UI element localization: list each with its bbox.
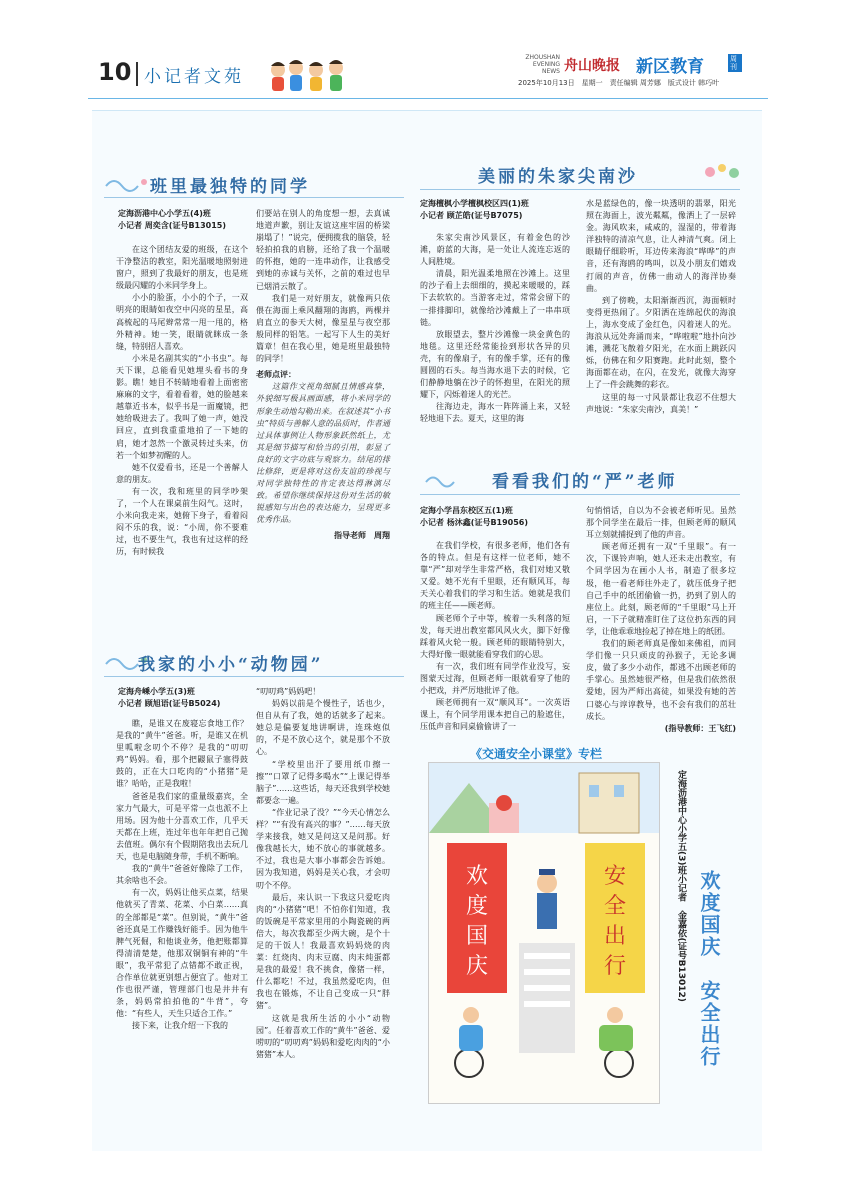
article-4-school: 定海小学昌东校区五(1)班 — [420, 506, 513, 515]
paragraph: 到了傍晚，太阳渐渐西沉，海面顿时变得更热闹了。夕阳洒在连绵起伏的海浪上，海水变成了金红色，闪着迷人的光。海浪从远处奔涌而来，“哗啦啦”地扑向沙滩，溅花飞散着夕阳光，在水面上跳跃闪烁，仿佛在和夕阳赛跑。此时此刻，整个海面都在动，在闪，在发光，就像大海穿上了一件会跳舞的彩衣。 — [586, 295, 736, 390]
paragraph: 有一次，妈妈让他买点菜，结果他就买了青菜、花菜、小白菜……真的全部都是“菜”。但别说，“黄牛”爸爸还真是工作赚钱好能手。因为他牛脾气死倔，和他谈业务，他把账都算得清清楚楚，他那双铜铜有神的“牛眼”，我平常犯了点错都不敢正视，合作单位就更别想占便宜了。他对工作也很严谨，管理部门也是井井有条，妈妈常拍拍他的“牛背”，夸他：“有些人，天生只适合工作。” — [116, 888, 248, 1019]
sign-left-char-2: 度 — [465, 894, 489, 919]
paragraph: 妈妈以前是个慢性子，话也少，但自从有了我，她的话就多了起来。她总是偏要复地讲啊讲，连珠炮似的，不是不放心这个，就是那个不放心。 — [256, 699, 390, 757]
article-3-byline — [420, 198, 529, 222]
teacher-comment-title: 老师点评： — [256, 370, 296, 380]
paragraph: 爸爸是我们家的重量级嘉宾，全家力气最大，可是平常一点也派不上用场。因为他十分喜欢工作，几乎天天都在上班，连过年也年年把自己抛去值班。偶尔有个假期陪我出去玩几天，也是电脑随身带，手机不断响。 — [116, 791, 248, 862]
article-2-byline — [118, 686, 220, 710]
sign-left-char-1: 欢 — [465, 864, 489, 889]
article-3-column-2 — [586, 198, 736, 416]
drawing-title: 欢度国庆 安全出行 — [697, 870, 721, 1068]
paper-english-name: ZHOUSHAN EVENING NEWS — [525, 54, 560, 75]
article-3-column-1 — [420, 232, 570, 426]
drawing-caption: 定海沥港中心小学五(3)班小记者 金嘉依(证号B13012) — [676, 770, 686, 1002]
article-3-reporter: 小记者 顾芷皓(证号B7075) — [420, 211, 523, 220]
section-title: 小记者文苑 — [144, 67, 244, 87]
sign-right-char-2: 全 — [603, 894, 627, 919]
sign-right-char-1: 安 — [603, 864, 627, 889]
sign-right-char-4: 行 — [603, 954, 627, 979]
paragraph: 小小的脸蛋，小小的个子，一双明亮的眼睛如夜空中闪亮的星星，高高梳起的马尾辫常常一甩一甩的，格外精神。她一笑，眼睛就眯成一条缝，特别招人喜欢。 — [116, 293, 248, 351]
paragraph: 有一次，我们班有同学作业没写，妄图蒙天过海，但顾老师一眼就看穿了他的小把戏，并严厉地批评了他。 — [420, 661, 570, 696]
paragraph: 接下来，让我介绍一下我的 — [132, 1021, 228, 1031]
flower-decoration-icon — [700, 160, 744, 186]
edition-name: 新区教育 — [636, 57, 704, 77]
teacher-comment: 这篇作文视角细腻且情感真挚，外貌细写极具画面感，将小米同学的形象生动地勾勒出来。在叙述其“小书虫”特质与善解人意的品质时，作者通过具体事例让人物形象跃然纸上，尤其是细节描写和恰当的引用，彰显了良好的文字功底与观察力。结尾的排比修辞，更是将对这份友谊的珍视与对同学独特性的肯定表达得淋漓尽致。希望你继续保持这份对生活的敏锐感知与出色的表达能力，呈现更多优秀作品。 — [256, 382, 390, 525]
article-2-school: 定海舟嵊小学五(3)班 — [118, 687, 195, 696]
article-1-column-2 — [256, 208, 390, 543]
kids-illustration-icon — [264, 54, 354, 96]
paragraph: 放眼望去，整片沙滩像一块金黄色的地毯。这里还经常能捡到形状各异的贝壳，有的像扇子，有的像手掌，还有的像圆圆的石头。每当海水退下去的时候，它们静静地躺在沙子的怀抱里，在阳光的照耀下，闪烁着迷人的光芒。 — [420, 329, 570, 400]
article-3-rule — [420, 189, 740, 190]
article-2-column-2 — [256, 686, 390, 1061]
dateline: 2025年10月13日 星期一 责任编辑 周芳娜 版式设计 韩巧叶 — [518, 79, 720, 87]
traffic-safety-drawing — [428, 762, 660, 1104]
paragraph: “叨叨鸡”妈妈吧！ — [256, 687, 321, 696]
wave-decoration-icon — [424, 470, 464, 488]
article-1-teacher-sign: 指导老师 周翔 — [334, 531, 390, 541]
paragraph: 我们的顾老师真是像如来佛祖，而同学们像一只只顽皮的孙猴子，无论多调皮，做了多少小动作，都逃不出顾老师的手掌心。虽然她很严格，但是我们依然很爱她，因为严师出高徒，如果没有她的苦口婆心与谆谆教导，也不会有我们的茁壮成长。 — [586, 639, 736, 721]
paragraph: 朱家尖南沙风景区，有着金色的沙滩，蔚蓝的大海，是一处让人流连忘返的人间胜境。 — [420, 233, 570, 267]
paragraph: 句悄悄话，自以为不会被老师听见。虽然那个同学坐在最后一排，但顾老师的顺风耳立刻就捕捉到了他的声音。 — [586, 506, 736, 540]
paragraph: 水是蓝绿色的，像一块透明的翡翠，阳光照在海面上，波光粼粼，像洒上了一层碎金。海风吹来，咸咸的，湿湿的，带着海洋独特的清凉气息，让人神清气爽。闭上眼睛仔细聆听，耳边传来海浪“哗哗”的声音，还有海鸥的鸣叫，以及小朋友们嬉戏打闹的声音，仿佛一曲动人的海洋协奏曲。 — [586, 199, 736, 293]
article-4-byline — [420, 505, 528, 529]
article-4-title: 看看我们的“严”老师 — [492, 472, 678, 492]
paragraph: 瞧，是谁又在废寝忘食地工作？是我的“黄牛”爸爸。听，是谁又在机里呱啦念叨个不停？是我的“叨叨鸡”妈妈。看，那个把鼹鼠子塞得鼓鼓的，正在大口吃肉的“小猪猪”是谁？哈哈，正是我啦！ — [116, 719, 248, 789]
article-1-title: 班里最独特的同学 — [150, 177, 310, 197]
paragraph: 在这个团结友爱的班级，在这个干净整洁的教室，阳光温暖地照射进窗户，照到了我最好的朋友，也是班级最闪耀的小米同学身上。 — [116, 245, 248, 291]
paragraph: 她不仅爱看书，还是一个善解人意的朋友。 — [116, 462, 248, 484]
article-4-teacher-sign: (指导教师：王飞红) — [664, 723, 736, 733]
article-1-byline — [118, 208, 226, 232]
masthead — [514, 52, 776, 96]
sign-right-char-3: 出 — [603, 924, 627, 949]
paragraph: “学校里出汗了要用纸巾擦一擦”“口罩了记得多喝水”“上课记得举脑子”……这些话，每天还我到学校她都要念一遍。 — [256, 759, 390, 805]
article-4-rule — [420, 494, 740, 495]
paragraph: 这里的每一寸风景都让我忍不住想大声地说：“朱家尖南沙，真美！” — [586, 392, 736, 414]
article-2-reporter: 小记者 顾旭语(证号B5024) — [118, 699, 221, 708]
paragraph: 小米是名副其实的“小书虫”。每天下课，总能看见她埋头看书的身影。瞧！她目不转睛地看着上面密密麻麻的文字，看着看着，她的脸越来越靠近书本，似乎书是一面魔镜，把她给吸进去了。我叫了她一声，她没回应，直到我重重地拍了一下她的肩，她才忽然一个激灵转过头来，仿若一个如梦初醒的人。 — [116, 353, 248, 460]
paper-name: 舟山晚报 — [564, 58, 620, 74]
article-2-title: 我家的小小“动物园” — [138, 655, 324, 675]
paragraph: 们要站在别人的角度想一想，去真诚地道声歉，别让友谊这座牢固的桥梁崩塌了！”说完，便拥揽我的脑袋，轻轻拍拍我的肩膀，还给了我一个温暖的怀抱，她的一连串动作，让我感受到她的赤诚与关怀，之前的难过也早已烟消云散了。 — [256, 209, 390, 291]
traffic-column-title: 《交通安全小课堂》专栏 — [470, 747, 603, 761]
article-4-column-2 — [586, 505, 736, 735]
article-1-school: 定海沥港中心小学五(4)班 — [118, 209, 211, 218]
article-1-reporter: 小记者 周奕含(证号B13015) — [118, 221, 227, 230]
paragraph: 这就是我所生活的小小“动物园”。任着喜欢工作的“黄牛”爸爸、爱唠叨的“叨叨鸡”妈妈和爱吃肉肉的“小猪猪”本人。 — [256, 1013, 390, 1059]
edition-tag: 周刊 — [728, 54, 742, 72]
article-2-rule — [104, 676, 404, 677]
page-header — [88, 52, 768, 99]
article-1-column-1 — [116, 244, 248, 558]
wave-decoration-icon — [104, 172, 148, 194]
sign-left-char-3: 国 — [465, 924, 489, 949]
article-4-reporter: 小记者 杨沐鑫(证号B19056) — [420, 518, 529, 527]
paragraph: 有一次，我和班里的同学吵架了，一个人在课桌前生闷气。这时，小米向我走来，她俯下身子，看着闷闷不乐的我，说：“小周，你不要难过，也不要生气，我也有过这样的经历，有时候我 — [116, 486, 248, 557]
paragraph: 在我们学校，有很多老师，他们各有各的特点。但是有这样一位老师，她不靠“严”却对学生非常严格，我们对她又敬又爱。她不光有千里眼，还有顺风耳，每天关心着我们的学习和生活。她就是我们的班主任——顾老师。 — [420, 541, 570, 611]
paragraph: “作业记录了没？”“今天心情怎么样？”“有没有高兴的事？”……每天放学来接我，她又是问这又是问那。好像我越长大，她不放心的事就越多。不过，我也是大事小事都会告诉她。因为我知道，妈妈是关心我，才会叨叨个不停。 — [256, 807, 390, 890]
paragraph: 往海边走，海水一阵阵涌上来，又轻轻地退下去。夏天，这里的海 — [420, 402, 570, 424]
paragraph: 顾老师还拥有一双“千里眼”。有一次，下课铃声响，她人还未走出教室，有个同学因为在画小人书，制造了很多垃圾，他一看老师往外走了，就压低身子把自己手中的纸团偷偷一扔，扔到了别人的座位上。此刻，顾老师的“千里眼”马上开启，一下子就精准盯住了这位扔东西的同学，让他乖乖地捡起了掉在地上的纸团。 — [586, 542, 736, 636]
paragraph: 我们是一对好朋友，就像两只依偎在海面上乘风翻翔的海鸥，两棵并肩直立的参天大树，像星星与夜空那般同样的铝笔。一起写下人生的美好篇章！但在我心里，她是班里最独特的同学！ — [256, 293, 390, 364]
article-2-column-1 — [116, 718, 248, 1032]
page-number: 10 — [98, 58, 132, 86]
article-1-rule — [104, 197, 404, 198]
header-divider — [136, 62, 138, 86]
paragraph: 顾老师个子中等，梳着一头利落的短发，每天进出教室都风风火火，脚下好像踩着风火轮一般。顾老师的眼睛特别大，大得好像一眼就能看穿我们的心思。 — [420, 613, 570, 659]
paragraph: 我的“黄牛”爸爸好像除了工作，其余啥也不会。 — [116, 864, 248, 886]
article-4-column-1 — [420, 540, 570, 734]
article-3-title: 美丽的朱家尖南沙 — [478, 167, 638, 187]
sign-left-char-4: 庆 — [465, 954, 489, 979]
paragraph: 清晨，阳光温柔地照在沙滩上。这里的沙子看上去细细的，摸起来暖暖的，踩下去软软的。当游客走过，常常会留下的一排排脚印，就像给沙滩戴上了一串串项链。 — [420, 269, 570, 327]
article-3-school: 定海檀枫小学檀枫校区四(1)班 — [420, 199, 529, 208]
paragraph: 顾老师拥有一双“顺风耳”。一次英语课上，有个同学用课本把自己的脸遮住，压低声音和同桌偷偷讲了一 — [420, 698, 570, 732]
paragraph: 最后，来认识一下我这只爱吃肉肉的“小猪猪”吧！不怕你们知道，我的饭碗是平常家里用的小陶瓷碗的两倍大，每次我都至少两大碗，是个十足的干饭人！我最喜欢妈妈烧的肉菜：红烧肉、肉末豆腐、肉末炖蛋都是我的最爱！我不挑食，像猪一样，什么都吃！不过，我虽然爱吃肉，但我也在锻炼，不让自己变成一只“胖猪”。 — [256, 892, 390, 1011]
